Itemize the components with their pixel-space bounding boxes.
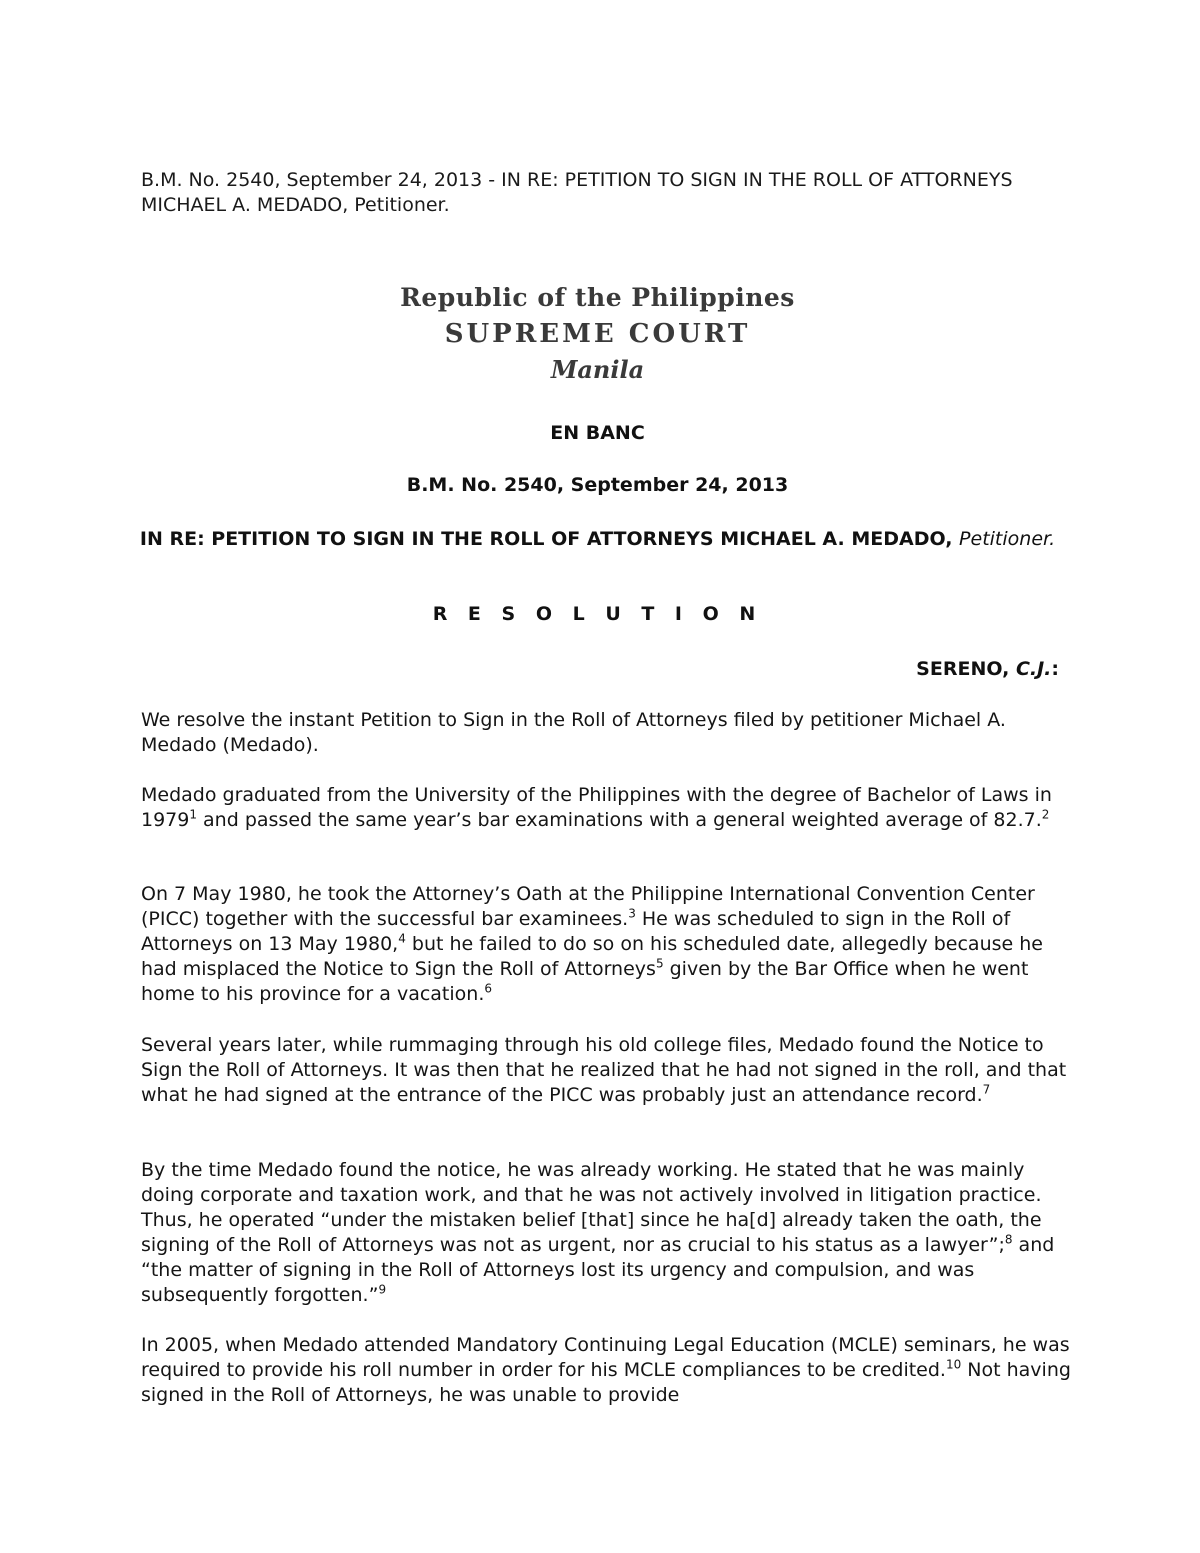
- case-title-text: IN RE: PETITION TO SIGN IN THE ROLL OF ATTORNEYS MICHAEL A. MEDADO,: [139, 528, 953, 550]
- footnote-ref[interactable]: 2: [1041, 807, 1050, 822]
- ponente-suffix: :: [1051, 658, 1059, 680]
- footnote-ref[interactable]: 9: [378, 1282, 387, 1297]
- paragraph-5: [141, 1158, 1071, 1308]
- paragraph-2-text-a: Medado graduated from the University of the Philippines with the degree of Bachelor of Laws in 1979: [141, 784, 1052, 831]
- paragraph-6-text-b: Not having signed in the Roll of Attorneys, he was unable to provide: [141, 1359, 1071, 1406]
- court-country: Republic of the Philippines: [400, 283, 795, 312]
- ponente-name: SERENO,: [916, 658, 1010, 680]
- footnote-ref[interactable]: 10: [945, 1357, 962, 1372]
- paragraph-6-text-a: In 2005, when Medado attended Mandatory Continuing Legal Education (MCLE) seminars, he was required to provide his roll number in order for his MCLE compliances to be credited.: [141, 1334, 1070, 1381]
- paragraph-3-text-c: but he failed to do so on his scheduled date, allegedly because he had misplaced the Notice to Sign the Roll of Attorneys: [141, 933, 1043, 980]
- paragraph-5-text-a: By the time Medado found the notice, he was already working. He stated that he was mainly doing corporate and taxation work, and that he was not actively involved in litigation practice. Thus, he operated “under the mistaken belief [that] since he ha[d] already taken the oath, the signing of the Roll of Attorneys was not as urgent, nor as crucial to his status as a lawyer”;: [141, 1159, 1042, 1256]
- paragraph-2: [141, 783, 1071, 833]
- paragraph-1-text: We resolve the instant Petition to Sign in the Roll of Attorneys filed by petitioner Michael A. Medado (Medado).: [141, 709, 1006, 756]
- footnote-ref[interactable]: 1: [189, 807, 197, 822]
- paragraph-4-text-a: Several years later, while rummaging through his old college files, Medado found the Notice to Sign the Roll of Attorneys. It was then that he realized that he had not signed in the roll, and that what he had signed at the entrance of the PICC was probably just an attendance record.: [141, 1034, 1067, 1106]
- division-heading: EN BANC: [550, 422, 645, 444]
- case-number: B.M. No. 2540, September 24, 2013: [406, 474, 789, 496]
- footnote-ref[interactable]: 3: [628, 906, 636, 921]
- ponente: [916, 657, 1059, 682]
- court-city: Manila: [550, 355, 645, 384]
- court-letterhead: [0, 280, 1195, 388]
- citation-header: B.M. No. 2540, September 24, 2013 - IN RE: PETITION TO SIGN IN THE ROLL OF ATTORNEYS MICHAEL A. MEDADO, Petitioner.: [141, 169, 1013, 216]
- ponente-title: C.J.: [1015, 658, 1052, 680]
- footnote-ref[interactable]: 8: [1004, 1232, 1013, 1247]
- paragraph-4: [141, 1033, 1071, 1108]
- document-type-heading: R E S O L U T I O N: [432, 603, 763, 625]
- paragraph-3-text-a: On 7 May 1980, he took the Attorney’s Oath at the Philippine International Convention Center (PICC) together with the successful bar examinees.: [141, 883, 1035, 930]
- paragraph-3-text-d: given by the Bar Office when he went home to his province for a vacation.: [141, 958, 1029, 1005]
- court-name: SUPREME COURT: [444, 319, 751, 349]
- paragraph-3: [141, 882, 1071, 1007]
- footnote-ref[interactable]: 6: [484, 981, 492, 996]
- paragraph-3-text-b: He was scheduled to sign in the Roll of Attorneys on 13 May 1980,: [141, 908, 1011, 955]
- footnote-ref[interactable]: 7: [982, 1082, 991, 1097]
- paragraph-2-text-b: and passed the same year’s bar examinations with a general weighted average of 82.7.: [197, 809, 1042, 831]
- footnote-ref[interactable]: 5: [655, 956, 664, 971]
- paragraph-5-text-b: and “the matter of signing in the Roll of Attorneys lost its urgency and compulsion, and was subsequently forgotten.”: [141, 1234, 1055, 1306]
- paragraph-1: [141, 708, 1071, 758]
- paragraph-6: [141, 1333, 1071, 1408]
- case-title: [0, 527, 1195, 552]
- case-title-role: Petitioner.: [959, 528, 1056, 550]
- footnote-ref[interactable]: 4: [398, 931, 406, 946]
